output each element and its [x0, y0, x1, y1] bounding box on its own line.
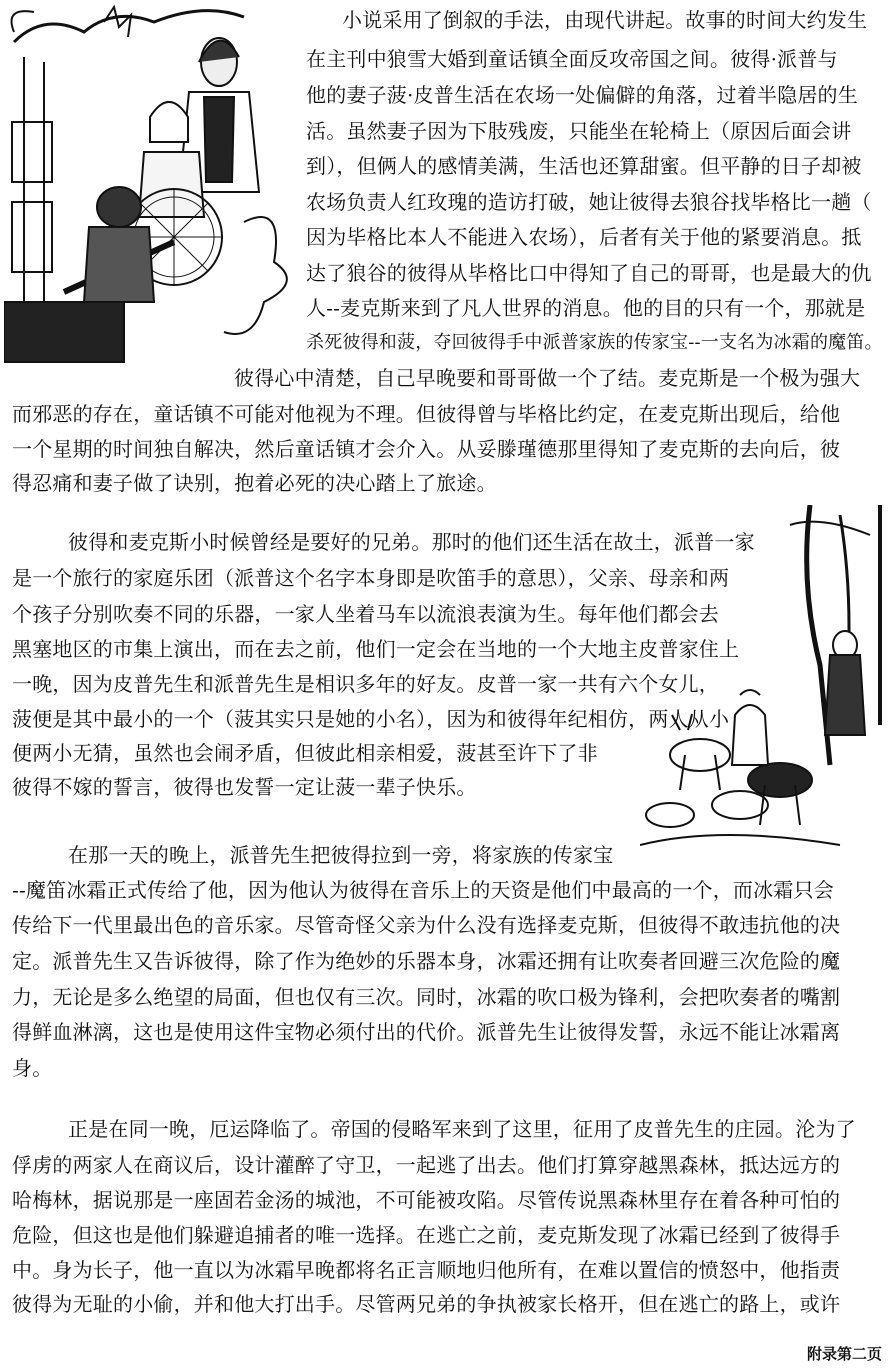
text-line: 黑塞地区的市集上演出，而在去之前，他们一定会在当地的一个大地主皮普家住上	[12, 637, 740, 661]
text-line: 菠便是其中最小的一个（菠其实只是她的小名），因为和彼得年纪相仿，两人从小	[12, 707, 730, 731]
page-footer: 附录第二页	[806, 1345, 882, 1363]
text-line: 定。派普先生又告诉彼得，除了作为绝妙的乐器本身，冰霜还拥有让吹奏者回避三次危险的魔	[12, 949, 841, 973]
text-line: 得鲜血淋漓，这也是使用这件宝物必须付出的代价。派普先生让彼得发誓，永远不能让冰霜离	[12, 1020, 841, 1044]
text-line: 力，无论是多么绝望的局面，但也仅有三次。同时，冰霜的吹口极为锋利，会把吹奏者的嘴割	[12, 985, 841, 1009]
text-line: 杀死彼得和菠，夺回彼得手中派普家族的传家宝--一支名为冰霜的魔笛。	[306, 332, 883, 353]
text-line: 人--麦克斯来到了凡人世界的消息。他的目的只有一个，那就是	[306, 296, 866, 320]
text-line: --魔笛冰霜正式传给了他，因为他认为彼得在音乐上的天资是他们中最高的一个，而冰霜只会	[12, 878, 834, 902]
text-line: 是一个旅行的家庭乐团（派普这个名字本身即是吹笛手的意思），父亲、母亲和两	[12, 566, 730, 590]
text-line: 他的妻子菠·皮普生活在农场一处偏僻的角落，过着半隐居的生	[306, 83, 858, 107]
text-line: 小说采用了倒叙的手法，由现代讲起。故事的时间大约发生	[342, 8, 868, 32]
text-line: 哈梅林，据说那是一座固若金汤的城池，不可能被攻陷。尽管传说黑森林里存在着各种可怕的	[12, 1188, 841, 1212]
text-line: 正是在同一晚，厄运降临了。帝国的侵略军来到了这里，征用了皮普先生的庄园。沦为了	[68, 1117, 856, 1141]
text-line: 身。	[12, 1056, 53, 1080]
text-line: 彼得不嫁的誓言，彼得也发誓一定让菠一辈子快乐。	[12, 775, 477, 799]
text-line: 便两小无猜，虽然也会闹矛盾，但彼此相亲相爱，菠甚至许下了非	[12, 741, 598, 765]
text-line: 传给下一代里最出色的音乐家。尽管奇怪父亲为什么没有选择麦克斯，但彼得不敢违抗他的决	[12, 913, 841, 937]
text-line: 农场负责人红玫瑰的造访打破，她让彼得去狼谷找毕格比一趟（	[306, 190, 872, 214]
text-line: 得忍痛和妻子做了诀别，抱着必死的决心踏上了旅途。	[12, 471, 497, 495]
text-line: 彼得心中清楚，自己早晚要和哥哥做一个了结。麦克斯是一个极为强大	[234, 366, 861, 390]
text-line: 俘虏的两家人在商议后，设计灌醉了守卫，一起逃了出去。他们打算穿越黑森林，抵达远方的	[12, 1153, 841, 1177]
text-line: 到），但俩人的感情美满，生活也还算甜蜜。但平静的日子却被	[306, 154, 862, 178]
text-line: 在主刊中狼雪大婚到童话镇全面反攻帝国之间。彼得·派普与	[306, 47, 838, 71]
text-line: 彼得为无耻的小偷，并和他大打出手。尽管两兄弟的争执被家长格开，但在逃亡的路上，或许	[12, 1292, 841, 1316]
text-line: 危险，但这也是他们躲避追捕者的唯一选择。在逃亡之前，麦克斯发现了冰霜已经到了彼得手	[12, 1223, 841, 1247]
text-line: 一个星期的时间独自解决，然后童话镇才会介入。从妥滕瑾德那里得知了麦克斯的去向后，彼	[12, 437, 841, 461]
text-line: 活。虽然妻子因为下肢残废，只能坐在轮椅上（原因后面会讲	[306, 119, 852, 143]
text-line: 中。身为长子，他一直以为冰霜早晚都将名正言顺地归他所有，在难以置信的愤怒中，他指责	[12, 1258, 841, 1282]
illustration-peter-and-bo-drawing	[4, 2, 304, 370]
illustration-peter-and-bo	[4, 2, 304, 370]
text-line: 在那一天的晚上，派普先生把彼得拉到一旁，将家族的传家宝	[68, 843, 614, 867]
text-line: 而邪恶的存在，童话镇不可能对他视为不理。但彼得曾与毕格比约定，在麦克斯出现后，给他	[12, 402, 841, 426]
text-line: 彼得和麦克斯小时候曾经是要好的兄弟。那时的他们还生活在故土，派普一家	[68, 530, 755, 554]
text-line: 因为毕格比本人不能进入农场），后者有关于他的紧要消息。抵	[306, 225, 862, 249]
text-line: 个孩子分别吹奏不同的乐器，一家人坐着马车以流浪表演为生。每年他们都会去	[12, 602, 719, 626]
text-line: 达了狼谷的彼得从毕格比口中得知了自己的哥哥，也是最大的仇	[306, 261, 872, 285]
text-line: 一晚，因为皮普先生和派普先生是相识多年的好友。皮普一家一共有六个女儿，	[12, 672, 719, 696]
